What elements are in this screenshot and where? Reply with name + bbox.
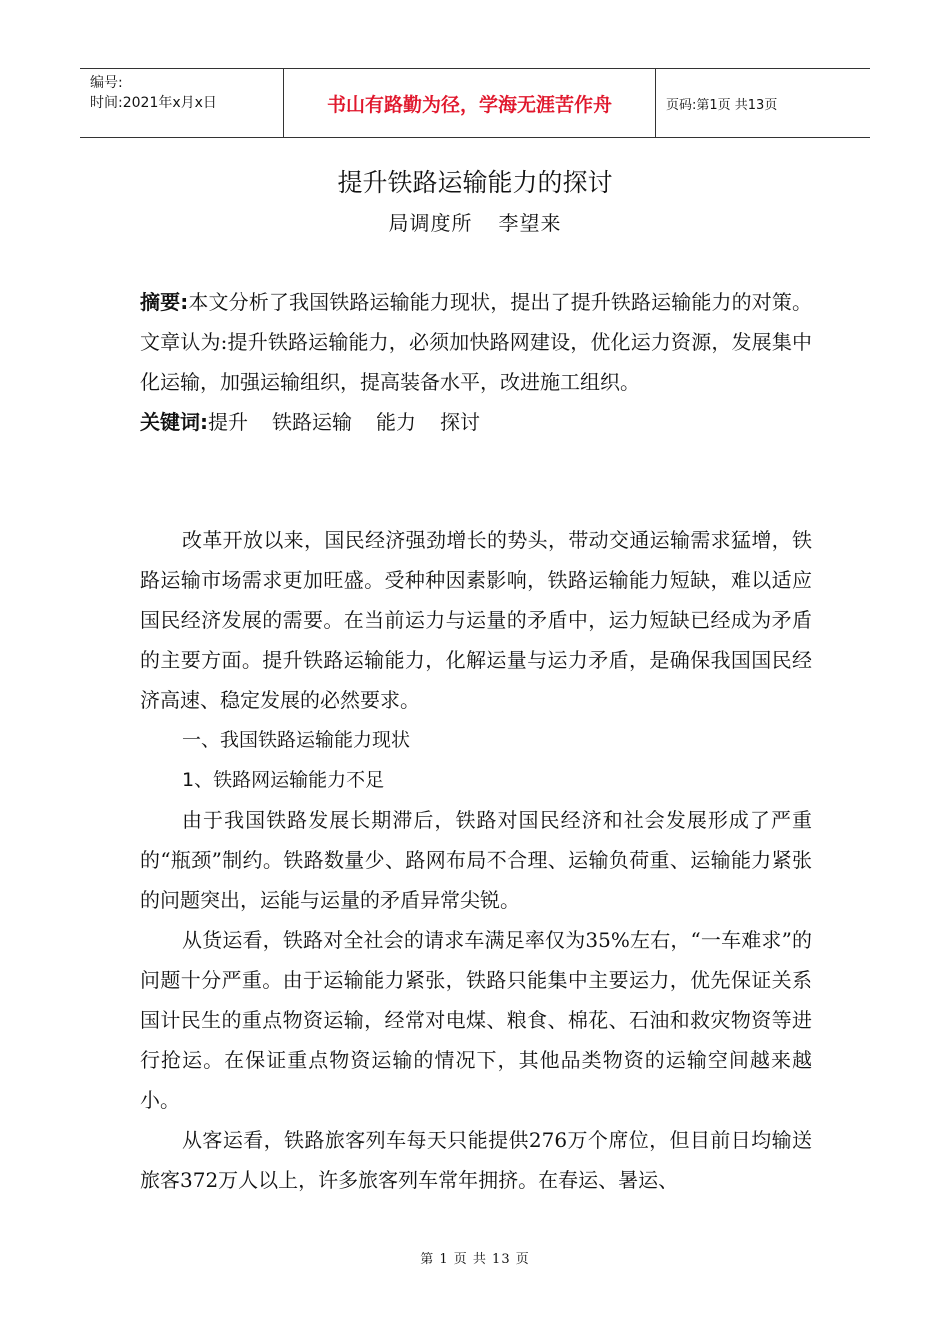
author-unit: 局调度所 <box>388 211 473 235</box>
keywords-label: 关键词: <box>140 410 208 434</box>
keywords-line <box>140 402 812 442</box>
header-page-info: 页码:第1页 共13页 <box>666 97 778 113</box>
header-meta <box>80 69 283 137</box>
body-paragraph: 从客运看，铁路旅客列车每天只能提供276万个席位，但目前日均输送旅客372万人以上，许多旅客列车常年拥挤。在春运、暑运、 <box>140 1128 812 1192</box>
abstract-label: 摘要: <box>140 290 189 314</box>
section-heading: 一、我国铁路运输能力现状 <box>182 729 411 751</box>
header-motto: 书山有路勤为径，学海无涯苦作舟 <box>283 69 656 137</box>
keyword: 能力 <box>376 410 416 434</box>
author-line <box>0 207 950 236</box>
abstract-paragraph <box>140 282 812 402</box>
subsection-heading: 1、铁路网运输能力不足 <box>182 769 385 791</box>
document-title: 提升铁路运输能力的探讨 <box>337 168 613 197</box>
keyword: 铁路运输 <box>272 410 352 434</box>
abstract-section <box>140 282 812 442</box>
keyword: 探讨 <box>440 410 480 434</box>
body-paragraph: 从货运看，铁路对全社会的请求车满足率仅为35%左右，“一车难求”的问题十分严重。由于运输能力紧张，铁路只能集中主要运力，优先保证关系国计民生的重点物资运输，经常对电煤、粮食、棉花、石油和救灾物资等进行抢运。在保证重点物资运输的情况下，其他品类物资的运输空间越来越小。 <box>140 928 812 1112</box>
page-footer: 第 1 页 共 13 页 <box>420 1252 530 1267</box>
time-label: 时间:2021年x月x日 <box>90 95 217 111</box>
keyword: 提升 <box>208 410 248 434</box>
number-label: 编号: <box>90 75 123 91</box>
abstract-text: 本文分析了我国铁路运输能力现状，提出了提升铁路运输能力的对策。文章认为:提升铁路运输能力，必须加快路网建设，优化运力资源，发展集中化运输，加强运输组织，提高装备水平，改进施工组织。 <box>140 290 813 394</box>
document-header <box>80 68 870 138</box>
body-paragraph: 由于我国铁路发展长期滞后，铁路对国民经济和社会发展形成了严重的“瓶颈”制约。铁路数量少、路网布局不合理、运输负荷重、运输能力紧张的问题突出，运能与运量的矛盾异常尖锐。 <box>140 808 812 912</box>
author-name: 李望来 <box>498 211 562 235</box>
intro-paragraph: 改革开放以来，国民经济强劲增长的势头，带动交通运输需求猛增，铁路运输市场需求更加旺盛。受种种因素影响，铁路运输能力短缺，难以适应国民经济发展的需要。在当前运力与运量的矛盾中，运力短缺已经成为矛盾的主要方面。提升铁路运输能力，化解运量与运力矛盾，是确保我国国民经济高速、稳定发展的必然要求。 <box>140 528 812 712</box>
main-body <box>140 520 812 1200</box>
